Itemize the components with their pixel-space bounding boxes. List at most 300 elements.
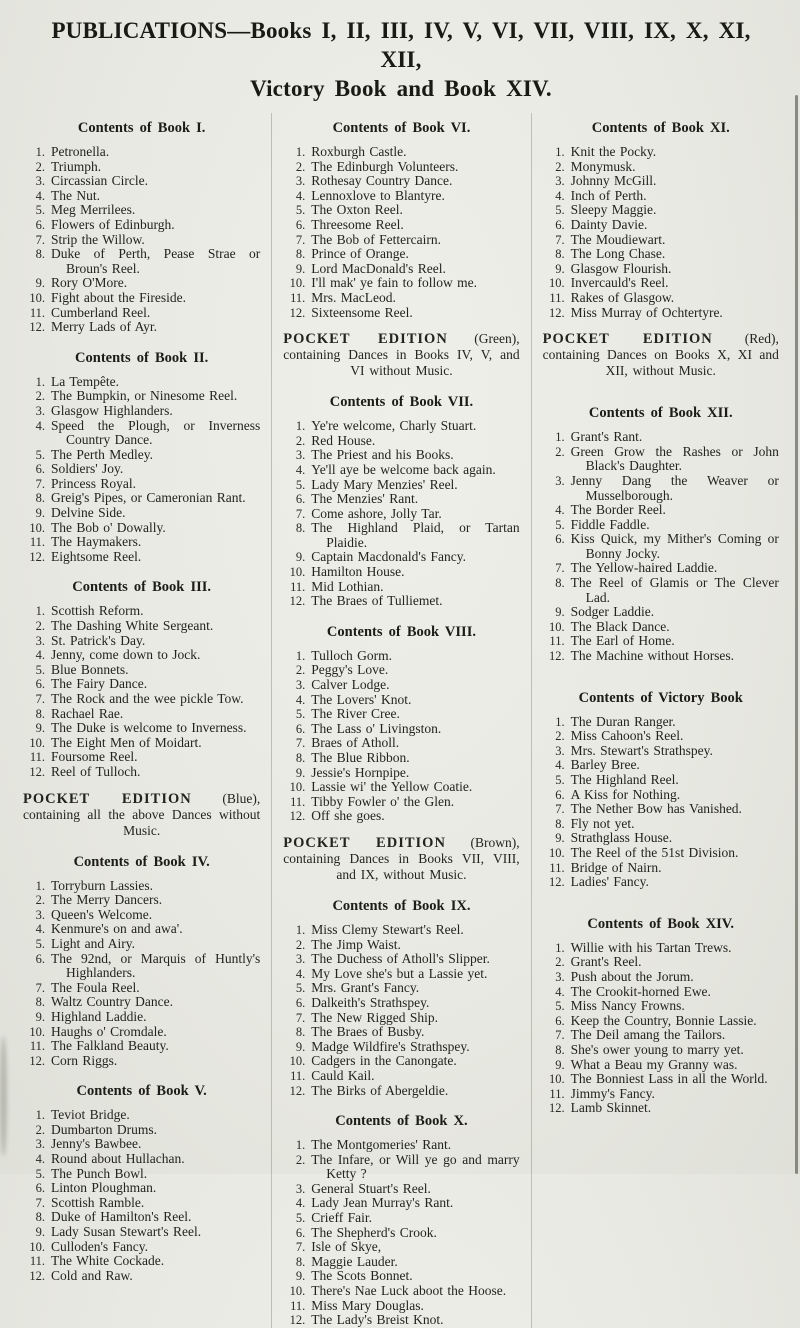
item-number: 1. (35, 1108, 45, 1123)
pocket-edition-text: POCKET EDITION (Blue), containing all the above Dances without Music. (23, 790, 261, 838)
list-item (23, 922, 260, 937)
item-number: 1. (555, 430, 565, 445)
list-item (543, 174, 779, 189)
list-item (283, 507, 519, 522)
item-text: La Tempête. (51, 373, 120, 389)
item-text: The Duran Ranger. (570, 713, 676, 729)
list-item (283, 952, 519, 967)
contents-list (283, 419, 519, 609)
list-item (23, 535, 260, 550)
list-item (23, 663, 260, 678)
item-number: 5. (35, 203, 45, 218)
item-text: Lennoxlove to Blantyre. (311, 187, 445, 203)
list-item (543, 262, 779, 277)
item-number: 8. (35, 491, 45, 506)
item-number: 3. (555, 174, 565, 189)
item-number: 11. (549, 290, 565, 305)
item-number: 6. (555, 217, 565, 232)
item-number: 8. (35, 1210, 45, 1225)
item-number: 8. (295, 1025, 306, 1040)
item-text: Reel of Tulloch. (51, 763, 141, 779)
section-heading: Contents of Book XII. (588, 405, 733, 422)
item-text: The New Rigged Ship. (311, 1009, 439, 1025)
list-item (283, 1226, 519, 1241)
item-text: The Lovers' Knot. (311, 691, 412, 707)
item-text: The Fairy Dance. (51, 676, 148, 692)
item-text: Lady Jean Murray's Rant. (311, 1195, 454, 1211)
item-text: Dainty Davie. (570, 216, 648, 232)
list-item (23, 306, 260, 321)
item-text: Invercauld's Reel. (570, 275, 669, 291)
item-text: Fiddle Faddle. (570, 516, 650, 532)
list-item (283, 174, 519, 189)
item-number: 11. (29, 535, 45, 550)
item-text: Foursome Reel. (51, 749, 138, 765)
item-text: Inch of Perth. (570, 187, 647, 203)
item-number: 12. (548, 305, 565, 320)
item-text: Keep the Country, Bonnie Lassie. (570, 1012, 757, 1028)
book-contents-section (283, 898, 519, 1098)
item-number: 6. (555, 532, 565, 547)
list-item (23, 521, 260, 536)
list-item (543, 474, 779, 503)
item-text: The Highland Reel. (570, 772, 679, 787)
item-text: The Foula Reel. (51, 979, 140, 995)
item-text: Jenny's Bawbee. (51, 1136, 142, 1152)
item-number: 5. (295, 707, 306, 722)
list-item (543, 861, 779, 876)
list-item (23, 491, 260, 506)
item-text: The Lass o' Livingston. (311, 720, 442, 736)
list-item (283, 521, 519, 550)
item-text: A Kiss for Nothing. (570, 786, 681, 802)
list-item (23, 1269, 260, 1284)
item-text: The Crookit-horned Ewe. (570, 983, 711, 999)
list-item (23, 218, 260, 233)
item-number: 3. (295, 448, 306, 463)
contents-list (23, 145, 260, 335)
list-item (23, 981, 260, 996)
list-item (283, 938, 519, 953)
item-number: 2. (35, 389, 45, 404)
item-text: Speed the Plough, or Inverness Country Dance. (51, 417, 261, 448)
list-item (283, 967, 519, 982)
item-number: 8. (295, 247, 306, 262)
book-contents-section (23, 579, 260, 779)
item-number: 11. (290, 1298, 306, 1313)
item-number: 9. (295, 261, 306, 276)
item-number: 10. (29, 1239, 45, 1254)
item-number: 7. (35, 476, 45, 491)
list-item (23, 1152, 260, 1167)
item-number: 3. (295, 678, 306, 693)
item-number: 9. (295, 1269, 306, 1284)
item-text: Fight about the Fireside. (51, 289, 186, 305)
item-number: 7. (35, 1195, 45, 1210)
contents-list (283, 923, 519, 1098)
item-number: 1. (555, 940, 565, 955)
item-text: The Bob of Fettercairn. (311, 231, 442, 247)
list-item (543, 831, 779, 846)
list-item (23, 477, 260, 492)
item-number: 1. (295, 648, 306, 663)
item-number: 6. (35, 1181, 45, 1196)
item-number: 12. (289, 594, 306, 609)
item-text: The Jimp Waist. (311, 936, 401, 952)
item-number: 6. (295, 217, 306, 232)
item-number: 4. (295, 692, 306, 707)
item-text: Waltz Country Dance. (51, 994, 173, 1010)
corner-smudge (0, 1036, 7, 1156)
item-number: 4. (295, 966, 306, 981)
list-item (283, 1182, 519, 1197)
item-text: Glasgow Highlanders. (51, 402, 173, 418)
list-item (23, 506, 260, 521)
item-number: 6. (295, 721, 306, 736)
item-number: 8. (295, 1254, 306, 1269)
contents-list (543, 715, 779, 890)
item-number: 10. (289, 565, 306, 580)
list-item (283, 1313, 519, 1328)
item-number: 9. (555, 831, 565, 846)
item-text: Roxburgh Castle. (311, 144, 407, 159)
item-number: 2. (295, 663, 306, 678)
list-item (543, 1072, 779, 1087)
list-item (23, 952, 260, 981)
page-title (32, 16, 770, 103)
item-number: 3. (35, 633, 45, 648)
section-heading: Contents of Book VIII. (326, 623, 476, 640)
item-number: 9. (295, 765, 306, 780)
list-item (543, 518, 779, 533)
list-item (283, 1284, 519, 1299)
list-item (283, 218, 519, 233)
item-number: 3. (295, 952, 306, 967)
list-item (283, 1138, 519, 1153)
list-item (543, 788, 779, 803)
item-number: 7. (555, 802, 565, 817)
item-text: Blue Bonnets. (51, 661, 129, 677)
item-number: 3. (295, 1181, 306, 1196)
contents-list (543, 941, 779, 1116)
item-number: 11. (290, 794, 306, 809)
item-text: The Duchess of Atholl's Slipper. (311, 951, 490, 967)
item-number: 7. (555, 1028, 565, 1043)
item-text: The Oxton Reel. (311, 202, 403, 218)
item-number: 7. (295, 506, 306, 521)
item-number: 11. (29, 750, 45, 765)
item-text: The Bonniest Lass in all the World. (570, 1071, 768, 1087)
item-number: 3. (295, 174, 306, 189)
item-text: Corn Riggs. (51, 1052, 118, 1068)
item-number: 8. (555, 247, 565, 262)
list-item (23, 937, 260, 952)
list-item (543, 985, 779, 1000)
item-number: 10. (289, 276, 306, 291)
list-item (283, 663, 519, 678)
item-text: The White Cockade. (51, 1253, 165, 1269)
item-number: 1. (295, 419, 306, 434)
item-text: General Stuart's Reel. (311, 1180, 431, 1196)
item-text: The Birks of Abergeldie. (311, 1082, 449, 1098)
item-number: 5. (555, 999, 565, 1014)
item-number: 5. (295, 1211, 306, 1226)
list-item (23, 604, 260, 619)
item-number: 3. (555, 743, 565, 758)
list-item (23, 765, 260, 780)
section-heading: Contents of Victory Book (578, 689, 743, 706)
list-item (283, 981, 519, 996)
list-item (543, 605, 779, 620)
list-item (283, 189, 519, 204)
list-item (23, 1254, 260, 1269)
item-text: Isle of Skye, (311, 1239, 382, 1255)
list-item (543, 276, 779, 291)
item-text: Rachael Rae. (51, 705, 124, 721)
item-number: 1. (555, 714, 565, 729)
item-number: 12. (29, 764, 45, 779)
contents-list (543, 145, 779, 320)
item-text: Cauld Kail. (311, 1067, 375, 1083)
item-text: Come ashore, Jolly Tar. (311, 505, 442, 521)
list-item (283, 1025, 519, 1040)
item-text: There's Nae Luck aboot the Hoose. (311, 1283, 507, 1299)
list-item (283, 722, 519, 737)
list-item (283, 565, 519, 580)
list-item (283, 693, 519, 708)
item-text: Kiss Quick, my Mither's Coming or Bonny Jocky. (570, 531, 779, 561)
item-text: Red House. (311, 432, 376, 448)
columns-container (12, 113, 790, 1328)
item-text: Fly not yet. (570, 815, 635, 831)
list-item (543, 561, 779, 576)
item-number: 7. (295, 1010, 306, 1025)
item-text: Captain Macdonald's Fancy. (311, 549, 466, 565)
item-number: 10. (289, 780, 306, 795)
item-number: 3. (35, 907, 45, 922)
item-number: 11. (549, 634, 565, 649)
contents-list (23, 604, 260, 779)
item-text: Maggie Lauder. (311, 1253, 398, 1269)
item-number: 7. (555, 561, 565, 576)
item-text: The Rock and the wee pickle Tow. (51, 691, 244, 706)
book-contents-section (23, 1083, 260, 1283)
item-number: 9. (295, 1039, 306, 1054)
item-number: 9. (295, 550, 306, 565)
list-item (283, 478, 519, 493)
item-number: 4. (35, 648, 45, 663)
list-item (283, 419, 519, 434)
item-text: Rory O'More. (51, 275, 128, 291)
item-text: Rothesay Country Dance. (311, 173, 453, 189)
item-text: I'll mak' ye fain to follow me. (311, 275, 477, 291)
list-item (283, 463, 519, 478)
item-text: Crieff Fair. (311, 1210, 373, 1226)
item-number: 1. (35, 374, 45, 389)
list-item (543, 744, 779, 759)
list-item (283, 203, 519, 218)
item-number: 6. (555, 787, 565, 802)
item-number: 4. (555, 758, 565, 773)
item-text: The Eight Men of Moidart. (51, 734, 202, 750)
item-text: Jenny Dang the Weaver or Musselborough. (570, 472, 779, 503)
item-text: The Braes of Tulliemet. (311, 593, 443, 609)
list-item (23, 1025, 260, 1040)
list-item (23, 879, 260, 894)
list-item (23, 1039, 260, 1054)
item-text: Off she goes. (311, 808, 385, 824)
contents-list (283, 1138, 519, 1328)
item-number: 8. (555, 576, 565, 591)
item-text: Grant's Reel. (570, 954, 642, 970)
list-item (543, 846, 779, 861)
page-title-line-2: Victory Book and Book XIV. (250, 76, 552, 101)
item-text: Torryburn Lassies. (51, 877, 154, 893)
list-item (23, 174, 260, 189)
item-number: 10. (548, 276, 565, 291)
list-item (543, 999, 779, 1014)
list-item (283, 434, 519, 449)
column-1 (12, 113, 271, 1328)
item-number: 2. (295, 433, 306, 448)
item-text: Push about the Jorum. (570, 968, 694, 984)
page-edge-shadow (795, 95, 798, 1174)
item-text: Miss Mary Douglas. (311, 1297, 424, 1313)
item-number: 9. (35, 721, 45, 736)
section-heading: Contents of Book V. (76, 1083, 207, 1100)
list-item (283, 233, 519, 248)
list-item (283, 751, 519, 766)
section-heading: Contents of Book IV. (73, 853, 210, 870)
item-number: 10. (29, 1024, 45, 1039)
list-item (543, 1101, 779, 1116)
list-item (23, 634, 260, 649)
pocket-edition-label: POCKET EDITION (283, 834, 446, 851)
list-item (543, 532, 779, 561)
list-item (23, 1137, 260, 1152)
list-item (543, 189, 779, 204)
item-number: 1. (35, 145, 45, 159)
item-text: The Braes of Busby. (311, 1024, 425, 1040)
pocket-edition-label: POCKET EDITION (542, 331, 713, 348)
list-item (283, 1040, 519, 1055)
section-heading: Contents of Book XI. (591, 120, 730, 136)
column-2 (271, 113, 530, 1328)
item-text: Ye're welcome, Charly Stuart. (311, 418, 477, 434)
item-text: Merry Lads of Ayr. (51, 319, 157, 335)
item-text: Scottish Reform. (51, 603, 144, 619)
item-text: Duke of Hamilton's Reel. (51, 1209, 192, 1225)
book-contents-section (23, 120, 260, 335)
list-item (543, 1087, 779, 1102)
list-item (283, 678, 519, 693)
item-number: 9. (35, 1225, 45, 1240)
item-number: 11. (549, 860, 565, 875)
item-number: 10. (29, 520, 45, 535)
section-heading: Contents of Book I. (77, 120, 206, 136)
list-item (23, 692, 260, 707)
list-item (283, 580, 519, 595)
item-text: Miss Cahoon's Reel. (570, 728, 684, 744)
list-item (23, 462, 260, 477)
item-text: Mrs. MacLeod. (311, 289, 396, 305)
list-item (543, 941, 779, 956)
item-text: Monymusk. (570, 158, 636, 174)
item-number: 10. (29, 735, 45, 750)
list-item (283, 1069, 519, 1084)
item-number: 5. (555, 517, 565, 532)
item-number: 2. (295, 937, 306, 952)
contents-list (23, 879, 260, 1069)
item-text: Strip the Willow. (51, 231, 145, 247)
item-text: The Nether Bow has Vanished. (570, 801, 742, 817)
list-item (283, 594, 519, 609)
item-text: The Menzies' Rant. (311, 491, 419, 507)
item-text: The Reel of the 51st Division. (570, 844, 739, 860)
list-item (543, 773, 779, 788)
list-item (543, 1058, 779, 1073)
book-contents-section (23, 350, 260, 565)
book-contents-section (283, 394, 519, 609)
item-number: 1. (35, 878, 45, 893)
list-item (23, 1225, 260, 1240)
item-text: Glasgow Flourish. (570, 260, 672, 276)
list-item (23, 1108, 260, 1123)
item-text: Soldiers' Joy. (51, 461, 124, 477)
list-item (543, 145, 779, 160)
book-contents-section (23, 854, 260, 1069)
item-text: The Shepherd's Crook. (311, 1224, 437, 1240)
item-text: Jimmy's Fancy. (570, 1085, 655, 1101)
item-text: Strathglass House. (570, 830, 673, 846)
item-text: Ladies' Fancy. (570, 874, 649, 890)
list-item (23, 448, 260, 463)
list-item (23, 995, 260, 1010)
item-number: 2. (35, 1122, 45, 1137)
list-item (543, 1043, 779, 1058)
item-text: Delvine Side. (51, 505, 126, 521)
item-number: 11. (290, 290, 306, 305)
item-number: 11. (290, 1068, 306, 1083)
item-text: Knit the Pocky. (570, 144, 657, 159)
list-item (23, 908, 260, 923)
list-item (23, 750, 260, 765)
list-item (23, 1054, 260, 1069)
section-heading: Contents of Book XIV. (587, 915, 735, 932)
list-item (543, 576, 779, 605)
item-number: 1. (295, 145, 306, 159)
pocket-edition-label: POCKET EDITION (23, 790, 192, 807)
item-text: Threesome Reel. (311, 216, 404, 232)
list-item (283, 780, 519, 795)
item-text: Lord MacDonald's Reel. (311, 260, 446, 276)
item-number: 12. (29, 549, 45, 564)
item-number: 5. (35, 447, 45, 462)
book-contents-section (543, 690, 779, 890)
item-number: 4. (35, 188, 45, 203)
item-number: 2. (555, 444, 565, 459)
page-title-line-1: PUBLICATIONS—Books I, II, III, IV, V, VI, VII, VIII, IX, X, XI, XII, (51, 18, 751, 72)
contents-list (283, 649, 519, 824)
list-item (23, 404, 260, 419)
item-number: 8. (555, 1042, 565, 1057)
list-item (23, 677, 260, 692)
item-text: Eightsome Reel. (51, 548, 142, 564)
item-number: 4. (35, 418, 45, 433)
contents-list (23, 1108, 260, 1283)
item-number: 5. (295, 981, 306, 996)
list-item (283, 145, 519, 160)
